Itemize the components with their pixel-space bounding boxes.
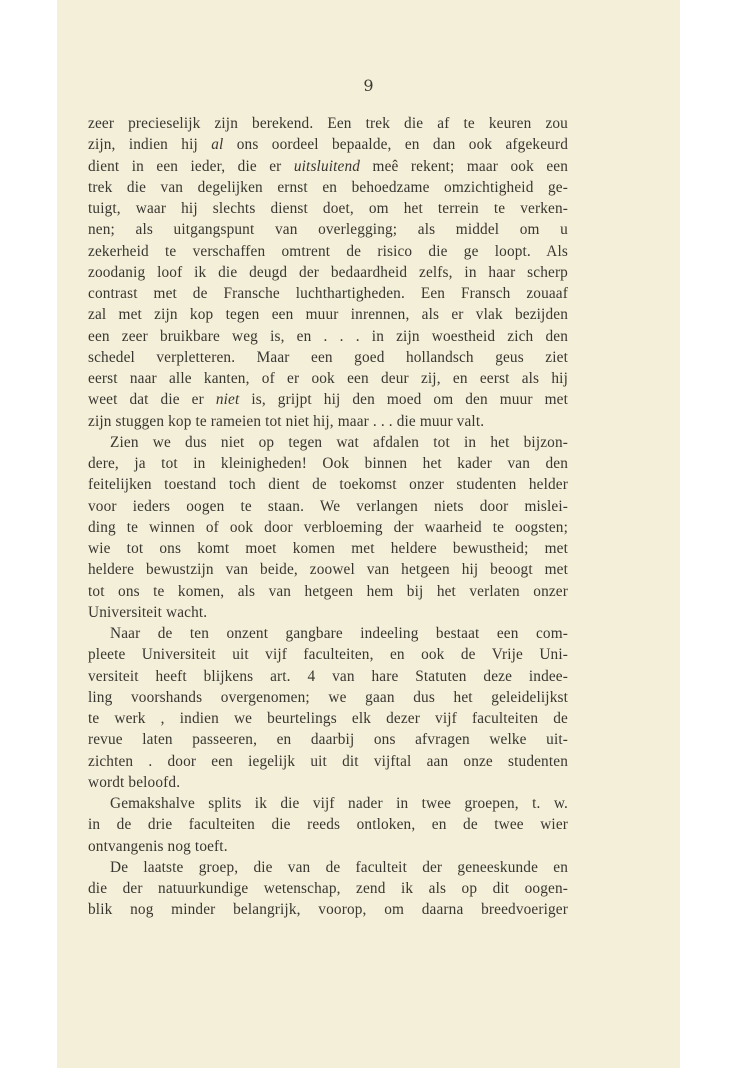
text-line: versiteit heeft blijkens art. 4 van hare Statuten deze indee- xyxy=(88,667,568,685)
text-line: weet dat die er niet is, grijpt hij den moed om den muur met xyxy=(88,391,568,409)
text-line: nen; als uitgangspunt van overlegging; als middel om u xyxy=(88,221,568,239)
text-line: eerst naar alle kanten, of er ook een deur zij, en eerst als hij xyxy=(88,370,568,387)
text-line: tuigt, waar hij slechts dienst doet, om het terrein te verken- xyxy=(88,200,568,217)
text-line: contrast met de Fransche luchthartigheden. Een Fransch zouaaf xyxy=(88,285,568,302)
text-line: revue laten passeeren, en daarbij ons afvragen welke uit- xyxy=(88,731,568,749)
paragraph xyxy=(88,857,568,921)
text-line: trek die van degelijken ernst en behoedzame omzichtigheid ge- xyxy=(88,178,568,196)
paragraph xyxy=(88,793,568,857)
paragraph xyxy=(88,432,568,623)
text-line: schedel verpletteren. Maar een goed hollandsch geus ziet xyxy=(88,348,568,366)
text-line: in de drie faculteiten die reeds ontloken, en de twee wier xyxy=(88,816,568,834)
text-line: blik nog minder belangrijk, voorop, om daarna breedvoeriger xyxy=(88,901,568,919)
text-line: De laatste groep, die van de faculteit der geneeskunde en xyxy=(110,858,568,876)
text-line: zijn, indien hij al ons oordeel bepaalde, en dan ook afgekeurd xyxy=(88,136,568,154)
body-text xyxy=(88,113,568,921)
paragraph xyxy=(88,113,568,432)
page-number: 9 xyxy=(363,76,374,95)
text-line: zal met zijn kop tegen een muur inrennen, als er vlak bezijden xyxy=(88,306,568,324)
text-line: ding te winnen of ook door verbloeming der waarheid te oogsten; xyxy=(88,518,568,536)
text-line: feitelijken toestand toch dient de toekomst onzer studenten helder xyxy=(88,476,568,494)
text-line: Universiteit wacht. xyxy=(88,603,208,621)
text-line: tot ons te komen, als van hetgeen hem bij het verlaten onzer xyxy=(88,582,568,600)
text-line: zoodanig loof ik die deugd der bedaardheid zelfs, in haar scherp xyxy=(88,263,568,281)
text-line: te werk , indien we beurtelings elk dezer vijf faculteiten de xyxy=(88,710,568,727)
text-line: Gemakshalve splits ik die vijf nader in twee groepen, t. w. xyxy=(110,795,568,812)
text-line: ontvangenis nog toeft. xyxy=(88,837,228,855)
text-line: heldere bewustzijn van beide, zoowel van hetgeen hij beoogt met xyxy=(88,561,568,579)
text-line: zichten . door een iegelijk uit dit vijftal aan onze studenten xyxy=(88,752,568,770)
text-line: die der natuurkundige wetenschap, zend ik als op dit oogen- xyxy=(88,880,568,897)
text-line: een zeer bruikbare weg is, en . . . in zijn woestheid zich den xyxy=(88,327,568,345)
text-line: wie tot ons komt moet komen met heldere bewustheid; met xyxy=(88,540,568,557)
text-line: dere, ja tot in kleinigheden! Ook binnen het kader van den xyxy=(88,455,568,472)
text-line: wordt beloofd. xyxy=(88,773,181,791)
text-line: pleete Universiteit uit vijf faculteiten, en ook de Vrije Uni- xyxy=(88,646,568,664)
text-line: zijn stuggen kop te rameien tot niet hij, maar . . . die muur valt. xyxy=(88,412,485,430)
paragraph xyxy=(88,623,568,793)
text-line: dient in een ieder, die er uitsluitend meê rekent; maar ook een xyxy=(88,157,569,175)
text-line: ling voorshands overgenomen; we gaan dus het geleidelijkst xyxy=(88,688,568,706)
text-line: zeer precieselijk zijn berekend. Een trek die af te keuren zou xyxy=(88,115,568,132)
text-line: Zien we dus niet op tegen wat afdalen tot in het bijzon- xyxy=(110,433,568,451)
text-line: Naar de ten onzent gangbare indeeling bestaat een com- xyxy=(110,625,568,642)
text-line: voor ieders oogen te staan. We verlangen niets door mislei- xyxy=(88,497,568,515)
text-line: zekerheid te verschaffen omtrent de risico die ge loopt. Als xyxy=(88,242,568,260)
book-page xyxy=(57,0,680,1068)
